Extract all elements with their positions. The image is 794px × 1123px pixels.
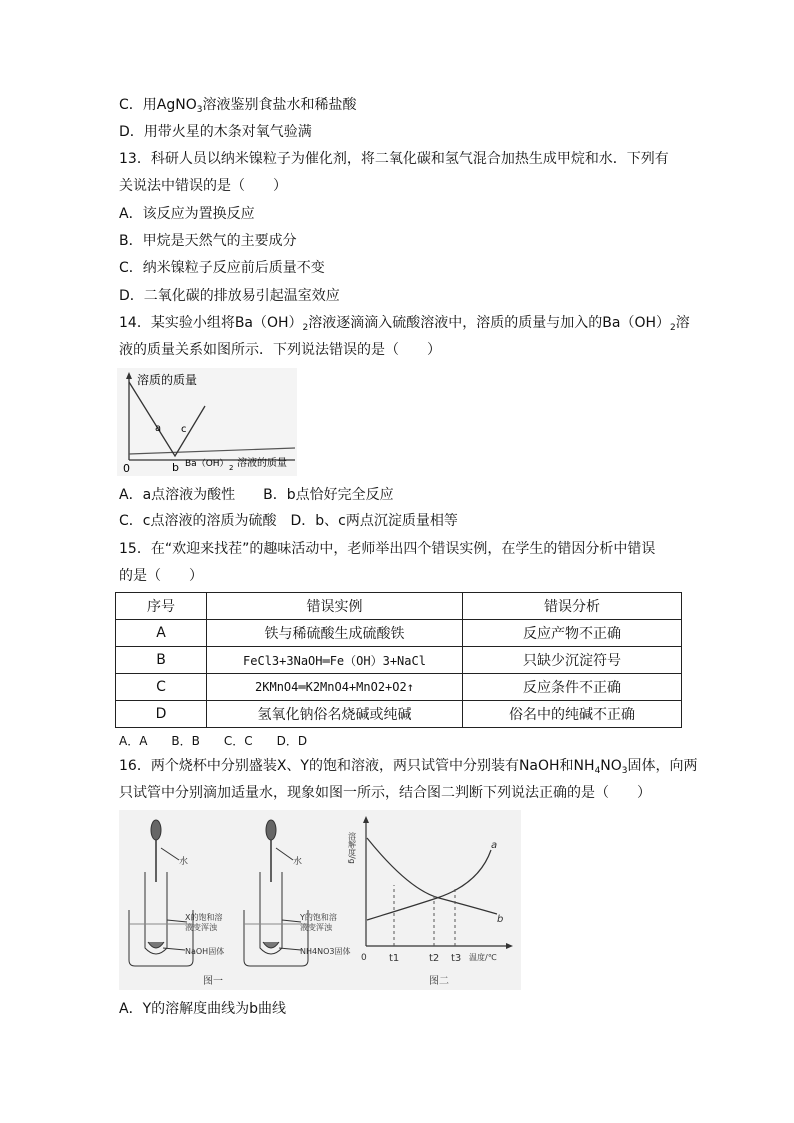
- xlabel-sub: 2: [229, 464, 234, 472]
- header-example: 错误实例: [207, 593, 463, 620]
- q13-stem-line2: 关说法中错误的是（ ）: [119, 178, 287, 194]
- q16-stem-line1: 16．两个烧杯中分别盛装X、Y的饱和溶液，两只试管中分别装有NaOH和$NH_4NO_3$固体，向两: [119, 758, 698, 776]
- point-b-label: b: [172, 461, 179, 474]
- caption-figure-1: 图一: [203, 976, 223, 987]
- water-label-2: 水: [293, 857, 303, 867]
- row-id: A: [116, 620, 207, 647]
- row-analysis: 反应产物不正确: [463, 620, 682, 647]
- q14-stem-line1: 14．某实验小组将$Ba(OH)_2$溶液逐滴滴入硫酸溶液中，溶质的质量与加入的$Ba(OH)_2$溶: [119, 315, 690, 333]
- naoh-label: NaOH固体: [185, 947, 225, 956]
- x-label-line2: 液变浑浊: [185, 923, 217, 932]
- row-example: FeCl3+3NaOH═Fe（OH）3+NaCl: [207, 647, 463, 674]
- table-row: [116, 647, 682, 674]
- origin-label: 0: [123, 462, 130, 475]
- q13-stem-line1: 13．科研人员以纳米镍粒子为催化剂，将二氧化碳和氢气混合加热生成甲烷和水．下列有: [119, 151, 669, 167]
- t1-label: t1: [389, 953, 400, 964]
- q14-chart: [117, 368, 297, 476]
- row-analysis: 反应条件不正确: [463, 674, 682, 701]
- chart14-ylabel: 溶质的质量: [137, 373, 198, 387]
- q14-options-row2: C．c点溶液的溶质为硫酸 D．b、c两点沉淀质量相等: [119, 513, 458, 529]
- q13-option-d: D．二氧化碳的排放易引起温室效应: [119, 288, 340, 304]
- q15-stem-line2: 的是（ ）: [119, 568, 203, 584]
- row-analysis: 只缺少沉淀符号: [463, 647, 682, 674]
- caption-figure-2: 图二: [429, 976, 449, 987]
- curve-a-label: a: [491, 840, 498, 851]
- y-label-line1: Y的饱和溶: [300, 913, 337, 922]
- row-id: B: [116, 647, 207, 674]
- table-row: [116, 674, 682, 701]
- t3-label: t3: [451, 953, 462, 964]
- row-example: 铁与稀硫酸生成硫酸铁: [207, 620, 463, 647]
- t2-label: t2: [429, 953, 440, 964]
- chart-ylabel: 溶解度/g: [347, 832, 357, 864]
- table-row: [116, 701, 682, 728]
- xlabel-part2: 溶液的质量: [237, 458, 287, 469]
- q14-stem-line2: 液的质量关系如图所示．下列说法错误的是（ ）: [119, 342, 441, 358]
- chart-origin: 0: [361, 953, 367, 963]
- nh4no3-label: NH4NO3固体: [300, 947, 351, 956]
- q12-option-d: D．用带火星的木条对氧气验满: [119, 124, 312, 140]
- q16-option-a: A．Y的溶解度曲线为b曲线: [119, 1001, 287, 1017]
- error-table: [115, 592, 682, 728]
- y-label-line2: 液变浑浊: [300, 923, 332, 932]
- table-header-row: [116, 593, 682, 620]
- xlabel-part1: Ba（OH）: [185, 459, 229, 469]
- q16-stem-line2: 只试管中分别滴加适量水，现象如图一所示，结合图二判断下列说法正确的是（ ）: [119, 785, 651, 801]
- table-row: [116, 620, 682, 647]
- q13-option-b: B．甲烷是天然气的主要成分: [119, 233, 297, 249]
- row-id: C: [116, 674, 207, 701]
- q14-options-row1: A．a点溶液为酸性 B．b点恰好完全反应: [119, 487, 394, 503]
- q15-options: A．A B．B C．C D．D: [119, 734, 308, 748]
- chart-xlabel: 温度/℃: [469, 953, 497, 962]
- header-id: 序号: [116, 593, 207, 620]
- q13-option-c: C．纳米镍粒子反应前后质量不变: [119, 260, 325, 276]
- curve-b-label: b: [497, 914, 504, 925]
- point-c-label: c: [181, 424, 187, 435]
- header-analysis: 错误分析: [463, 593, 682, 620]
- row-id: D: [116, 701, 207, 728]
- row-example: 2KMnO4═K2MnO4+MnO2+O2↑: [207, 674, 463, 701]
- q13-option-a: A．该反应为置换反应: [119, 206, 255, 222]
- q12-option-c: C．用AgNO$_3$溶液鉴别食盐水和稀盐酸: [119, 97, 357, 115]
- dropper-bulb-icon: [266, 820, 276, 840]
- row-analysis: 俗名中的纯碱不正确: [463, 701, 682, 728]
- q15-stem-line1: 15．在“欢迎来找茬”的趣味活动中，老师举出四个错误实例，在学生的错因分析中错误: [119, 541, 656, 557]
- x-label-line1: X的饱和溶: [185, 913, 223, 922]
- point-a-label: a: [155, 423, 162, 434]
- row-example: 氢氧化钠俗名烧碱或纯碱: [207, 701, 463, 728]
- q16-figure: [119, 810, 521, 990]
- dropper-bulb-icon: [151, 820, 161, 840]
- water-label-1: 水: [179, 857, 189, 867]
